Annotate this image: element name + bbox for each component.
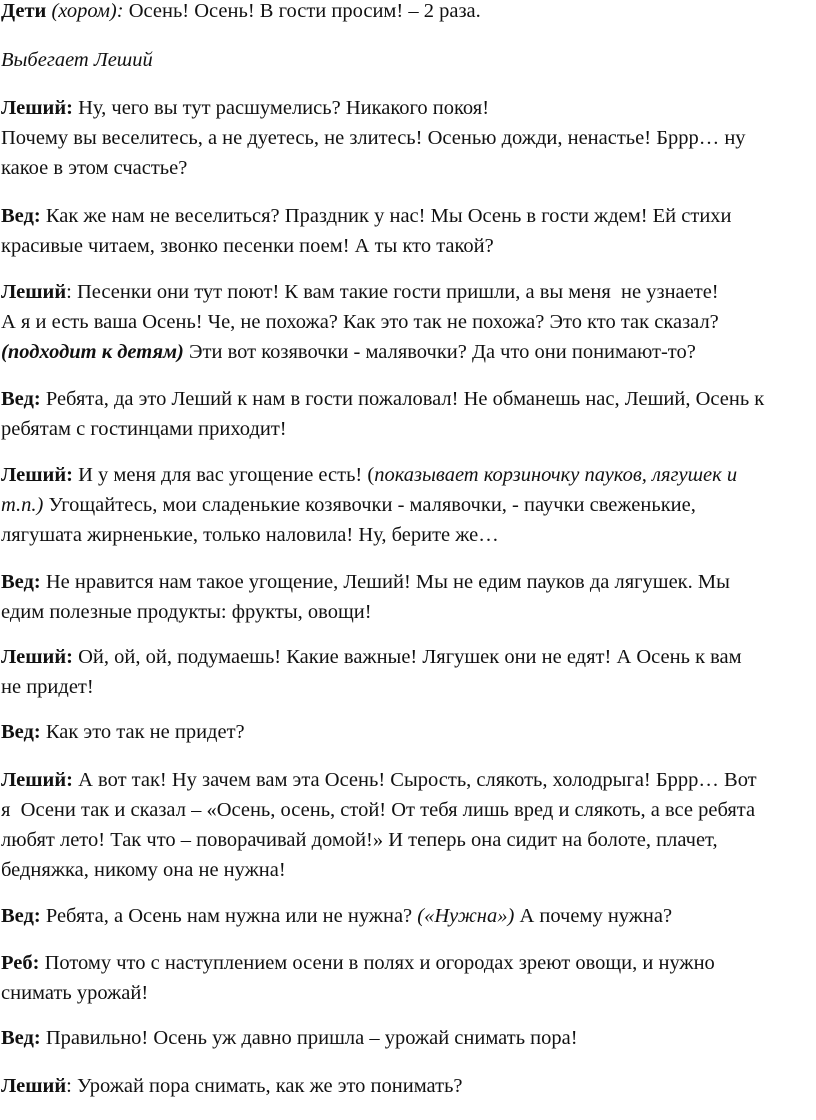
text-line bbox=[1, 642, 816, 672]
paragraph-leshy-4 bbox=[1, 642, 816, 702]
text-line bbox=[1, 795, 816, 825]
paragraph-leshy-3 bbox=[1, 460, 816, 550]
text-line bbox=[1, 672, 816, 702]
dialogue-text: А почему нужна? bbox=[514, 905, 673, 927]
speaker-label: Вед: bbox=[1, 571, 41, 593]
dialogue-text: : Урожай пора снимать, как же это понимать? bbox=[66, 1075, 463, 1097]
speaker-label: Дети bbox=[1, 0, 52, 22]
paragraph-ved-3 bbox=[1, 567, 816, 627]
bold-italic-remark: (подходит к детям) bbox=[1, 341, 184, 363]
paragraph-leshy-2 bbox=[1, 277, 816, 367]
italic-remark: (хором): bbox=[51, 0, 124, 22]
dialogue-text: красивые читаем, звонко песенки поем! А ты кто такой? bbox=[1, 235, 494, 257]
speaker-label: Леший: bbox=[1, 97, 73, 119]
speaker-label: Вед: bbox=[1, 905, 41, 927]
text-line bbox=[1, 597, 816, 627]
dialogue-text: Эти вот козявочки - малявочки? Да что они понимают-то? bbox=[183, 341, 696, 363]
text-line bbox=[1, 825, 816, 855]
dialogue-text: Как же нам не веселиться? Праздник у нас! Мы Осень в гости ждем! Ей стихи bbox=[40, 205, 732, 227]
dialogue-text: Правильно! Осень уж давно пришла – урожай снимать пора! bbox=[40, 1027, 578, 1049]
paragraph-leshy-1 bbox=[1, 93, 816, 183]
paragraph-leshy-6 bbox=[1, 1071, 816, 1101]
dialogue-text: бедняжка, никому она не нужна! bbox=[1, 859, 286, 881]
dialogue-text: Не нравится нам такое угощение, Леший! Мы не едим пауков да лягушек. Мы bbox=[40, 571, 730, 593]
text-line bbox=[1, 490, 816, 520]
text-line bbox=[1, 414, 816, 444]
dialogue-text: снимать урожай! bbox=[1, 982, 149, 1004]
paragraph-ved-2 bbox=[1, 384, 816, 444]
dialogue-text: Ну, чего вы тут расшумелись? Никакого покоя! bbox=[73, 97, 490, 119]
speaker-label: Леший: bbox=[1, 646, 73, 668]
speaker-label: Вед: bbox=[1, 205, 41, 227]
speaker-label: Леший: bbox=[1, 464, 73, 486]
text-line bbox=[1, 948, 816, 978]
dialogue-text: едим полезные продукты: фрукты, овощи! bbox=[1, 601, 372, 623]
text-line bbox=[1, 460, 816, 490]
text-line bbox=[1, 337, 816, 367]
speaker-label: Вед: bbox=[1, 1027, 41, 1049]
text-line bbox=[1, 201, 816, 231]
dialogue-text: Осень! Осень! В гости просим! – 2 раза. bbox=[123, 0, 481, 22]
dialogue-text: Ребята, а Осень нам нужна или не нужна? bbox=[40, 905, 418, 927]
text-line bbox=[1, 123, 816, 153]
paragraph-ved-1 bbox=[1, 201, 816, 261]
paragraph-ved-4 bbox=[1, 717, 816, 747]
dialogue-text: А вот так! Ну зачем вам эта Осень! Сырость, слякоть, холодрыга! Бррр… Вот bbox=[73, 769, 757, 791]
dialogue-text: А я и есть ваша Осень! Че, не похожа? Как это так не похожа? Это кто так сказал? bbox=[1, 311, 719, 333]
text-line bbox=[1, 231, 816, 261]
text-line bbox=[1, 45, 816, 75]
dialogue-text: любят лето! Так что – поворачивай домой!» И теперь она сидит на болоте, плачет, bbox=[1, 829, 718, 851]
speaker-label: Леший bbox=[1, 1075, 67, 1097]
text-line bbox=[1, 0, 816, 26]
text-line bbox=[1, 978, 816, 1008]
dialogue-text: Угощайтесь, мои сладенькие козявочки - малявочки, - паучки свеженькие, bbox=[43, 494, 696, 516]
dialogue-text: Почему вы веселитесь, а не дуетесь, не злитесь! Осенью дожди, ненастье! Бррр… ну bbox=[1, 127, 746, 149]
speaker-label: Леший bbox=[1, 281, 67, 303]
speaker-label: Вед: bbox=[1, 388, 41, 410]
speaker-label: Леший: bbox=[1, 769, 73, 791]
text-line bbox=[1, 520, 816, 550]
paragraph-ved-6 bbox=[1, 1023, 816, 1053]
paragraph-children-chorus bbox=[1, 0, 816, 26]
text-line bbox=[1, 855, 816, 885]
text-line bbox=[1, 93, 816, 123]
dialogue-text: : Песенки они тут поют! К вам такие гости пришли, а вы меня не узнаете! bbox=[66, 281, 719, 303]
text-line bbox=[1, 384, 816, 414]
italic-remark: т.п.) bbox=[1, 494, 44, 516]
dialogue-text: какое в этом счастье? bbox=[1, 157, 188, 179]
paragraph-stage-direction bbox=[1, 45, 816, 75]
text-line bbox=[1, 717, 816, 747]
speaker-label: Вед: bbox=[1, 721, 41, 743]
text-line bbox=[1, 901, 816, 931]
dialogue-text: Ой, ой, ой, подумаешь! Какие важные! Лягушек они не едят! А Осень к вам bbox=[73, 646, 742, 668]
dialogue-text: Ребята, да это Леший к нам в гости пожаловал! Не обманешь нас, Леший, Осень к bbox=[40, 388, 765, 410]
text-line bbox=[1, 153, 816, 183]
text-line bbox=[1, 1023, 816, 1053]
dialogue-text: И у меня для вас угощение есть! ( bbox=[73, 464, 375, 486]
text-line bbox=[1, 307, 816, 337]
dialogue-text: лягушата жирненькие, только наловила! Ну, берите же… bbox=[1, 524, 499, 546]
speaker-label: Реб: bbox=[1, 952, 40, 974]
paragraph-reb-1 bbox=[1, 948, 816, 1008]
italic-remark: Выбегает Леший bbox=[1, 49, 153, 71]
dialogue-text: ребятам с гостинцами приходит! bbox=[1, 418, 287, 440]
text-line bbox=[1, 765, 816, 795]
dialogue-text: Потому что с наступлением осени в полях и огородах зреют овощи, и нужно bbox=[39, 952, 715, 974]
text-line bbox=[1, 1071, 816, 1101]
paragraph-leshy-5 bbox=[1, 765, 816, 885]
dialogue-text: Как это так не придет? bbox=[40, 721, 245, 743]
italic-remark: («Нужна») bbox=[417, 905, 515, 927]
text-line bbox=[1, 567, 816, 597]
paragraph-ved-5 bbox=[1, 901, 816, 931]
italic-remark: показывает корзиночку пауков, лягушек и bbox=[374, 464, 738, 486]
text-line bbox=[1, 277, 816, 307]
dialogue-text: не придет! bbox=[1, 676, 94, 698]
dialogue-text: я Осени так и сказал – «Осень, осень, стой! От тебя лишь вред и слякоть, а все ребята bbox=[1, 799, 756, 821]
